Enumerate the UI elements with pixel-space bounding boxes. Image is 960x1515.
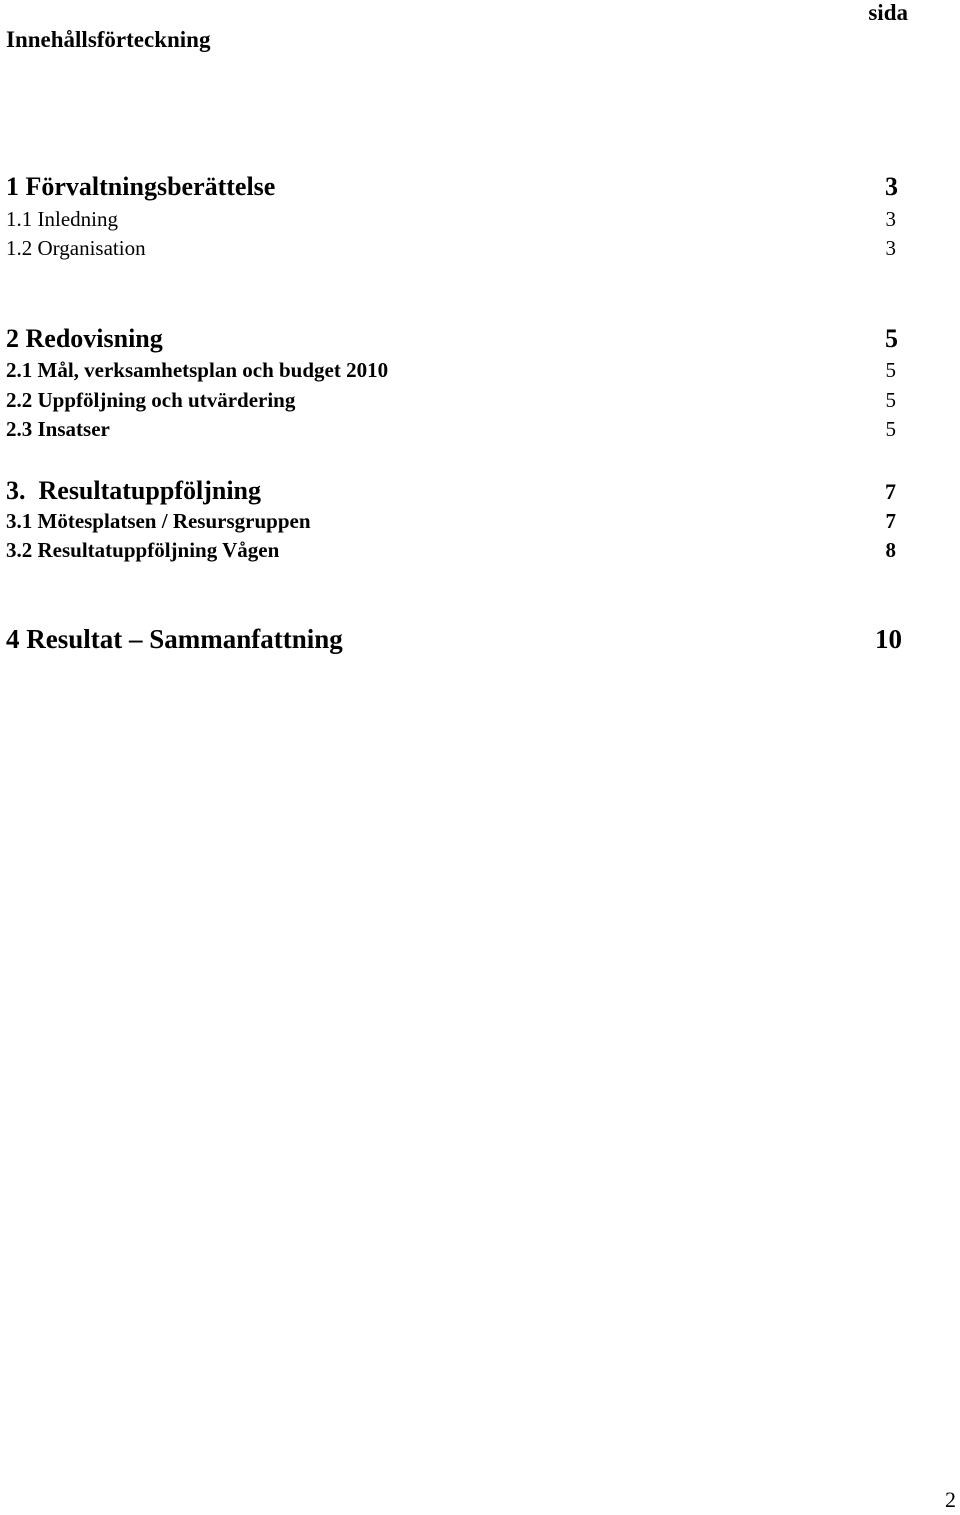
toc-entry-page: 10 xyxy=(875,624,902,654)
toc-entry-page: 3 xyxy=(885,236,896,260)
toc-entry-label: 3.1 Mötesplatsen / Resursgruppen xyxy=(6,509,311,533)
toc-entry-label: 2.3 Insatser xyxy=(6,417,110,441)
toc-entry-page: 5 xyxy=(885,388,896,412)
toc-entry-2-1[interactable] xyxy=(6,358,896,383)
toc-entry-3[interactable] xyxy=(6,476,896,506)
toc-entry-label: 1 Förvaltningsberättelse xyxy=(6,172,276,201)
toc-entry-2-3[interactable] xyxy=(6,417,896,442)
toc-entry-label: 2.1 Mål, verksamhetsplan och budget 2010 xyxy=(6,358,389,382)
toc-entry-label: 1.1 Inledning xyxy=(6,207,118,231)
toc-entry-label: 2 Redovisning xyxy=(6,324,163,353)
toc-entry-1-1[interactable] xyxy=(6,207,896,232)
toc-entry-page: 3 xyxy=(885,207,896,231)
toc-entry-page: 5 xyxy=(885,358,896,382)
toc-entry-1[interactable] xyxy=(6,172,896,202)
toc-entry-label: 3. Resultatuppföljning xyxy=(6,476,261,505)
toc-entry-page: 3 xyxy=(885,172,898,201)
toc-entry-2-2[interactable] xyxy=(6,388,896,413)
toc-entry-1-2[interactable] xyxy=(6,236,896,261)
toc-entry-2[interactable] xyxy=(6,324,896,354)
toc-entry-page: 5 xyxy=(885,324,898,353)
page-number: 2 xyxy=(945,1487,956,1512)
toc-entry-label: 2.2 Uppföljning och utvärdering xyxy=(6,388,296,412)
toc-entry-page: 5 xyxy=(885,417,896,441)
toc-entry-4[interactable] xyxy=(6,624,902,655)
toc-entry-page: 8 xyxy=(885,538,896,562)
toc-entry-page: 7 xyxy=(885,479,896,504)
toc-entry-label: 1.2 Organisation xyxy=(6,236,146,260)
toc-entry-3-2[interactable] xyxy=(6,538,896,563)
toc-entry-label: 3.2 Resultatuppföljning Vågen xyxy=(6,538,280,562)
page-column-label: sida xyxy=(868,0,908,25)
toc-entry-label: 4 Resultat – Sammanfattning xyxy=(6,624,343,654)
toc-entry-3-1[interactable] xyxy=(6,509,896,534)
toc-heading: Innehållsförteckning xyxy=(6,27,211,52)
toc-entry-page: 7 xyxy=(885,509,896,533)
